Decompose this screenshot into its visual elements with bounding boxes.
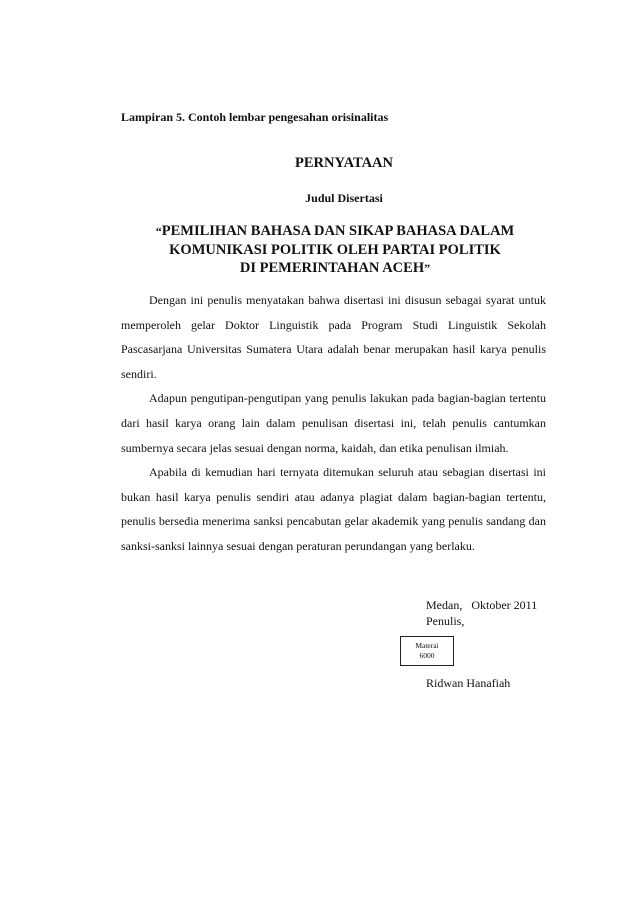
statement-body	[121, 288, 546, 559]
duty-stamp-box	[400, 636, 454, 666]
statement-paragraph-3: Apabila di kemudian hari ternyata ditemukan seluruh atau sebagian disertasi ini bukan hasil karya penulis sendiri atau adanya plagiat dalam bagian-bagian tertentu, penulis bersedia menerima sanksi pencabutan gelar akademik yang penulis sandang dan sanksi-sanksi lainnya sesuai dengan peraturan perundangan yang berlaku.	[121, 465, 546, 553]
signer-role: Penulis,	[426, 614, 465, 628]
stamp-value: 6000	[419, 651, 435, 660]
statement-paragraph-2: Adapun pengutipan-pengutipan yang penulis lakukan pada bagian-bagian tertentu dari hasil karya orang lain dalam penulisan disertasi ini, telah penulis cantumkan sumbernya secara jelas sesuai dengan norma, kaidah, dan etika penulisan ilmiah.	[121, 391, 546, 455]
title-line-1-text: PEMILIHAN BAHASA DAN SIKAP BAHASA DALAM	[161, 223, 515, 239]
dissertation-title	[140, 222, 530, 278]
stamp-label: Materai	[415, 641, 439, 650]
statement-paragraph-1: Dengan ini penulis menyatakan bahwa disertasi ini disusun sebagai syarat untuk memperoleh gelar Doktor Linguistik pada Program Studi Linguistik Sekolah Pascasarjana Universitas Sumatera Utara adalah benar merupakan hasil karya penulis sendiri.	[121, 293, 546, 381]
signature-block	[426, 597, 537, 629]
place-date: Medan, Oktober 2011	[426, 598, 538, 612]
appendix-caption: Lampiran 5. Contoh lembar pengesahan orisinalitas	[121, 110, 389, 124]
close-quote: ”	[424, 261, 431, 275]
dissertation-title-line-2: KOMUNIKASI POLITIK OLEH PARTAI POLITIK	[169, 241, 501, 258]
open-quote: “	[155, 224, 162, 238]
title-line-3-text: DI PEMERINTAHAN ACEH	[239, 260, 425, 276]
document-subheading: Judul Disertasi	[305, 191, 383, 205]
signer-name: Ridwan Hanafiah	[426, 676, 511, 690]
document-heading: PERNYATAAN	[294, 155, 394, 171]
dissertation-title-line-3	[140, 259, 530, 278]
dissertation-title-line-1	[140, 222, 530, 241]
